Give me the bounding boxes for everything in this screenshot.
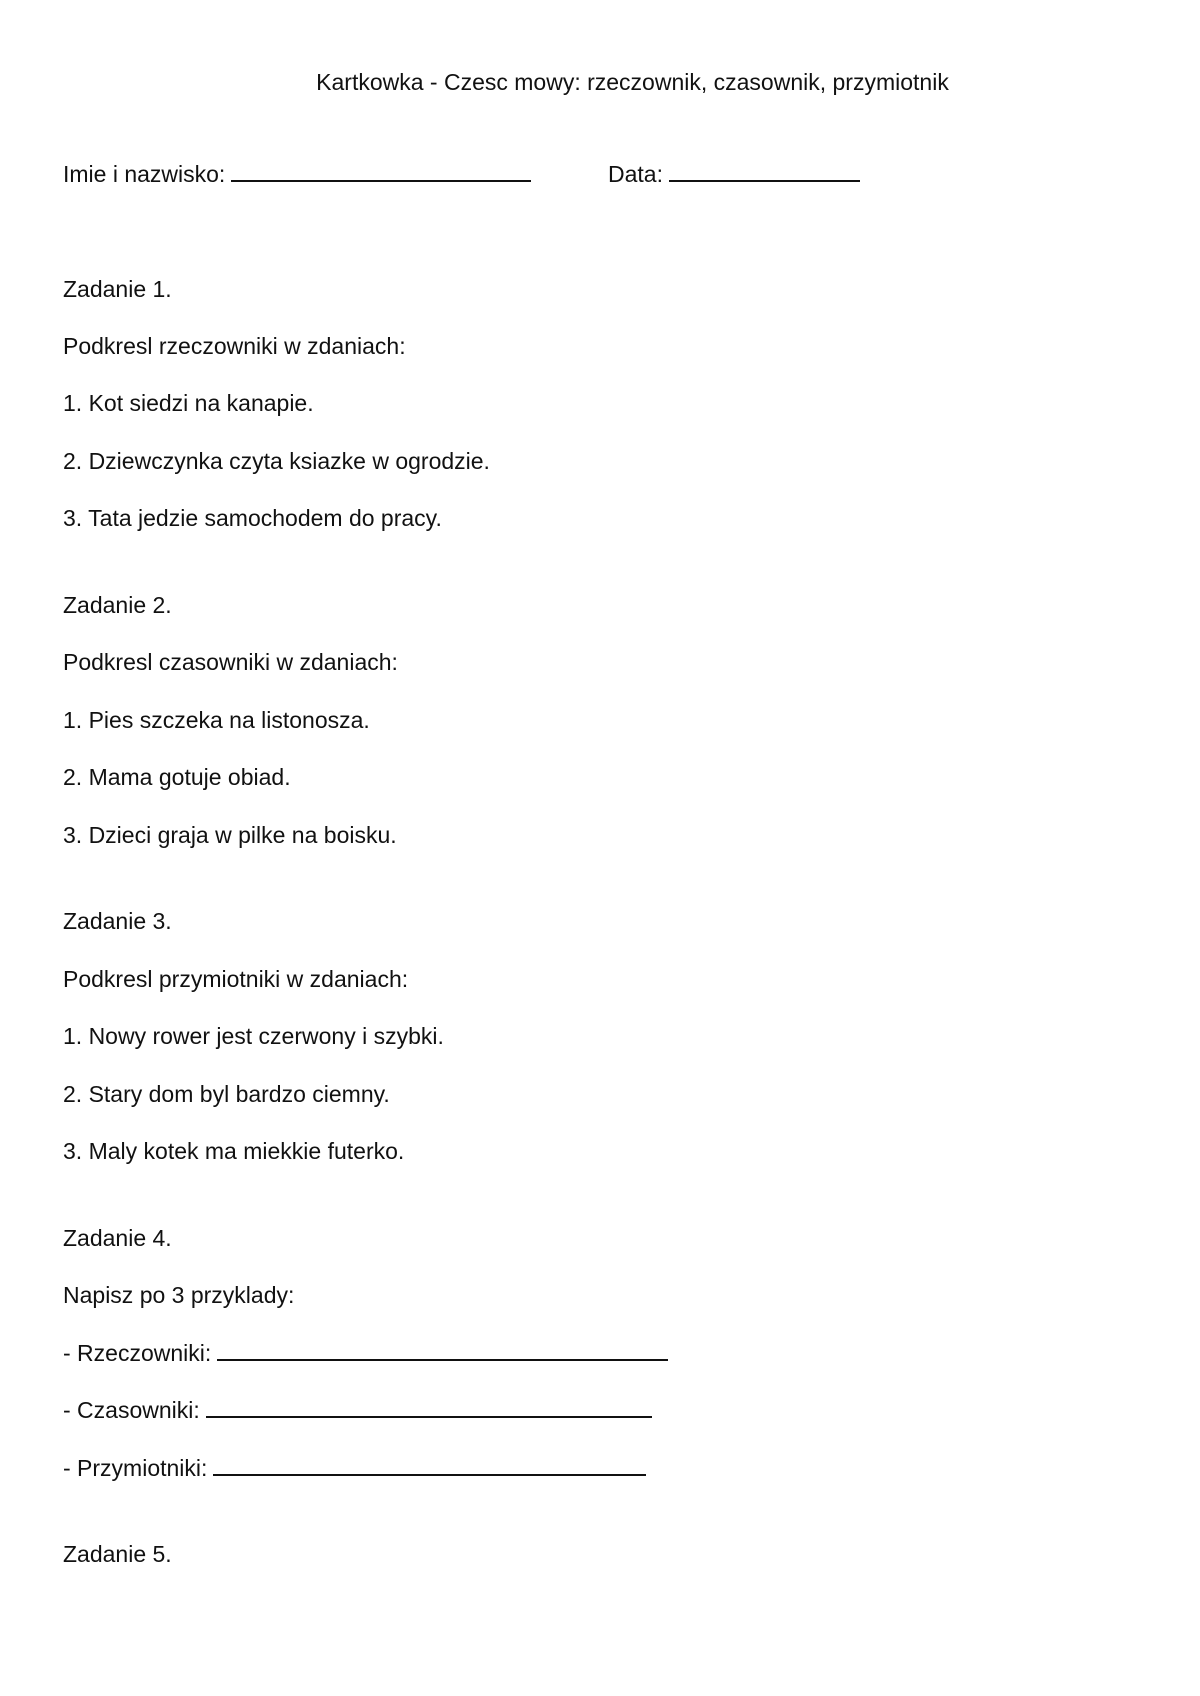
task-3-instruction: Podkresl przymiotniki w zdaniach: — [63, 966, 409, 992]
task-4-instruction: Napisz po 3 przyklady: — [63, 1282, 295, 1308]
adjectives-label: - Przymiotniki: — [63, 1455, 208, 1481]
task-2-heading: Zadanie 2. — [63, 592, 172, 618]
task-1-instruction: Podkresl rzeczowniki w zdaniach: — [63, 333, 406, 359]
task-2-item: 1. Pies szczeka na listonosza. — [63, 707, 370, 733]
page-title: Kartkowka - Czesc mowy: rzeczownik, czasownik, przymiotnik — [316, 69, 949, 95]
task-5-heading: Zadanie 5. — [63, 1541, 172, 1567]
nouns-blank-line[interactable] — [217, 1339, 668, 1361]
date-blank-line[interactable] — [669, 160, 860, 182]
task-3-item: 3. Maly kotek ma miekkie futerko. — [63, 1138, 405, 1164]
name-label: Imie i nazwisko: — [63, 161, 226, 187]
task-1-item: 2. Dziewczynka czyta ksiazke w ogrodzie. — [63, 448, 490, 474]
task-4-item-adjectives — [63, 1454, 646, 1482]
task-1-heading: Zadanie 1. — [63, 276, 172, 302]
verbs-blank-line[interactable] — [206, 1396, 652, 1418]
date-label: Data: — [608, 161, 663, 187]
task-4-heading: Zadanie 4. — [63, 1225, 172, 1251]
adjectives-blank-line[interactable] — [213, 1454, 646, 1476]
task-2-instruction: Podkresl czasowniki w zdaniach: — [63, 649, 398, 675]
task-1-item: 3. Tata jedzie samochodem do pracy. — [63, 505, 442, 531]
task-3-item: 2. Stary dom byl bardzo ciemny. — [63, 1081, 390, 1107]
verbs-label: - Czasowniki: — [63, 1397, 200, 1423]
task-2-item: 2. Mama gotuje obiad. — [63, 764, 291, 790]
name-blank-line[interactable] — [231, 160, 531, 182]
task-1-item: 1. Kot siedzi na kanapie. — [63, 390, 314, 416]
date-field-row — [608, 160, 860, 188]
task-2-item: 3. Dzieci graja w pilke na boisku. — [63, 822, 397, 848]
nouns-label: - Rzeczowniki: — [63, 1340, 212, 1366]
task-3-item: 1. Nowy rower jest czerwony i szybki. — [63, 1023, 444, 1049]
name-field-row — [63, 160, 531, 188]
task-4-item-nouns — [63, 1339, 668, 1367]
task-3-heading: Zadanie 3. — [63, 908, 172, 934]
task-4-item-verbs — [63, 1396, 652, 1424]
